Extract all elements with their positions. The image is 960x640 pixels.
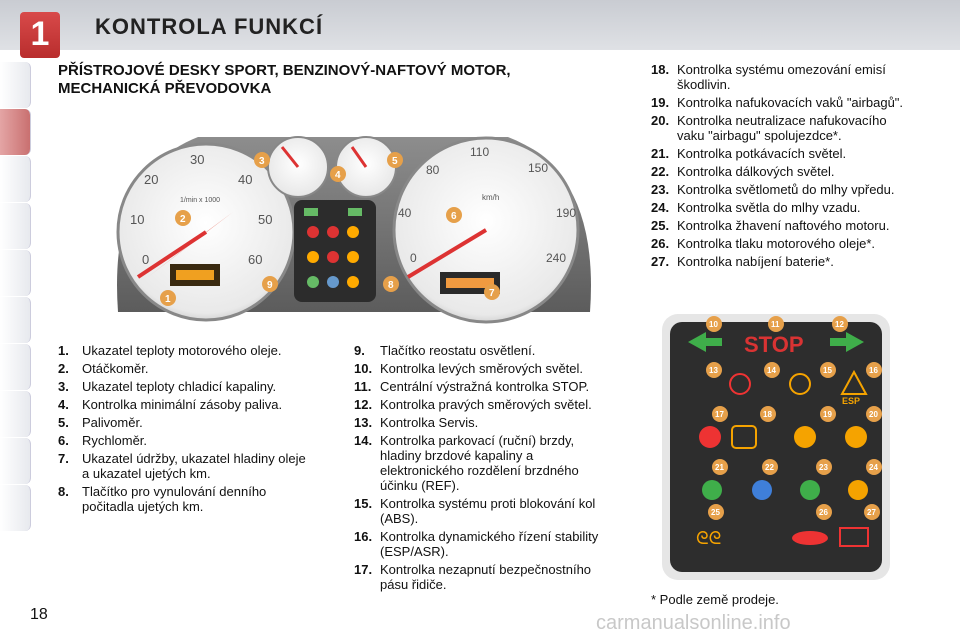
side-tab[interactable] bbox=[0, 485, 31, 531]
svg-text:190: 190 bbox=[556, 206, 577, 220]
list-item: 22. Kontrolka dálkových světel. bbox=[651, 164, 835, 179]
svg-text:0: 0 bbox=[142, 252, 150, 267]
svg-text:13: 13 bbox=[709, 366, 718, 375]
esp-label: ESP bbox=[842, 396, 861, 406]
list-item: 24. Kontrolka světla do mlhy vzadu. bbox=[651, 200, 861, 215]
warning-lights-illustration bbox=[660, 312, 892, 582]
svg-text:18: 18 bbox=[763, 410, 772, 419]
svg-text:240: 240 bbox=[546, 251, 567, 265]
side-tab[interactable] bbox=[0, 62, 31, 108]
list-item: 2. Otáčkoměr. bbox=[58, 361, 149, 376]
chapter-side-tabs bbox=[0, 62, 32, 572]
svg-text:20: 20 bbox=[869, 410, 878, 419]
side-tab[interactable] bbox=[0, 297, 31, 343]
svg-text:16: 16 bbox=[869, 366, 878, 375]
list-item: 1. Ukazatel teploty motorového oleje. bbox=[58, 343, 282, 358]
footnote: * Podle země prodeje. bbox=[651, 592, 779, 607]
side-tab-active[interactable] bbox=[0, 109, 31, 155]
svg-text:40: 40 bbox=[238, 172, 253, 187]
svg-text:21: 21 bbox=[715, 463, 724, 472]
svg-text:15: 15 bbox=[823, 366, 832, 375]
svg-text:24: 24 bbox=[869, 463, 878, 472]
chapter-number-badge: 1 bbox=[20, 12, 60, 58]
instrument-cluster-illustration bbox=[108, 112, 600, 324]
svg-text:10: 10 bbox=[709, 320, 718, 329]
svg-text:20: 20 bbox=[144, 172, 159, 187]
oil-temperature-gauge bbox=[268, 137, 328, 197]
list-item: 25. Kontrolka žhavení naftového motoru. bbox=[651, 218, 890, 233]
svg-text:1: 1 bbox=[165, 294, 171, 305]
tach-unit: 1/min x 1000 bbox=[180, 197, 221, 204]
svg-text:10: 10 bbox=[130, 212, 145, 227]
svg-text:19: 19 bbox=[823, 410, 832, 419]
side-tab[interactable] bbox=[0, 391, 31, 437]
list-item: 19. Kontrolka nafukovacích vaků "airbagů". bbox=[651, 95, 904, 110]
list-item: 23. Kontrolka světlometů do mlhy vpředu. bbox=[651, 182, 895, 197]
list-item: 17. Kontrolka nezapnutí bezpečnostního pásu řidiče. bbox=[354, 562, 592, 592]
description-list-left bbox=[58, 343, 308, 517]
list-item: 7. Ukazatel údržby, ukazatel hladiny oleje a ukazatel ujetých km. bbox=[58, 451, 306, 481]
list-item: 4. Kontrolka minimální zásoby paliva. bbox=[58, 397, 283, 412]
page-number: 18 bbox=[30, 606, 48, 623]
center-warning-lights bbox=[294, 200, 376, 302]
watermark: carmanualsonline.info bbox=[596, 612, 791, 634]
svg-text:8: 8 bbox=[388, 280, 394, 291]
svg-text:12: 12 bbox=[835, 320, 844, 329]
list-item: 15. Kontrolka systému proti blokování kol (ABS). bbox=[354, 496, 596, 526]
svg-text:17: 17 bbox=[715, 410, 724, 419]
svg-text:80: 80 bbox=[426, 163, 440, 177]
svg-text:3: 3 bbox=[259, 156, 265, 167]
description-list-right bbox=[651, 62, 911, 272]
svg-text:ᘓᘓ: ᘓᘓ bbox=[696, 528, 722, 548]
svg-text:27: 27 bbox=[867, 508, 876, 517]
list-item: 20. Kontrolka neutralizace nafukovacího vaku "airbagu" spolujezdce*. bbox=[651, 113, 887, 143]
svg-text:60: 60 bbox=[248, 252, 263, 267]
stop-light-label: STOP bbox=[744, 332, 804, 357]
svg-text:22: 22 bbox=[765, 463, 774, 472]
side-tab[interactable] bbox=[0, 203, 31, 249]
side-tab[interactable] bbox=[0, 344, 31, 390]
svg-text:110: 110 bbox=[470, 145, 490, 159]
list-item: 13. Kontrolka Servis. bbox=[354, 415, 479, 430]
speedo-unit: km/h bbox=[482, 193, 500, 202]
svg-text:23: 23 bbox=[819, 463, 828, 472]
list-item: 6. Rychloměr. bbox=[58, 433, 148, 448]
fuel-gauge bbox=[336, 137, 396, 197]
svg-text:7: 7 bbox=[489, 288, 495, 299]
page-title: KONTROLA FUNKCÍ bbox=[95, 14, 324, 39]
svg-text:150: 150 bbox=[528, 161, 549, 175]
list-item: 14. Kontrolka parkovací (ruční) brzdy, hladiny brzdové kapaliny a elektronického rozdělení brzdného účinku (REF). bbox=[354, 433, 579, 493]
svg-text:0: 0 bbox=[410, 251, 417, 265]
svg-text:40: 40 bbox=[398, 206, 412, 220]
svg-text:6: 6 bbox=[451, 211, 457, 222]
list-item: 21. Kontrolka potkávacích světel. bbox=[651, 146, 847, 161]
list-item: 26. Kontrolka tlaku motorového oleje*. bbox=[651, 236, 876, 251]
list-item: 10. Kontrolka levých směrových světel. bbox=[354, 361, 584, 376]
svg-text:2: 2 bbox=[180, 214, 186, 225]
svg-text:4: 4 bbox=[335, 170, 341, 181]
list-item: 3. Ukazatel teploty chladicí kapaliny. bbox=[58, 379, 277, 394]
section-title: PŘÍSTROJOVÉ DESKY SPORT, BENZINOVÝ-NAFTOVÝ MOTOR, MECHANICKÁ PŘEVODOVKA bbox=[58, 62, 511, 97]
list-item: 5. Palivoměr. bbox=[58, 415, 143, 430]
side-tab[interactable] bbox=[0, 156, 31, 202]
list-item: 12. Kontrolka pravých směrových světel. bbox=[354, 397, 592, 412]
list-item: 11. Centrální výstražná kontrolka STOP. bbox=[354, 379, 590, 394]
list-item: 8. Tlačítko pro vynulování denního počitadla ujetých km. bbox=[58, 484, 267, 514]
svg-text:9: 9 bbox=[267, 280, 273, 291]
side-tab[interactable] bbox=[0, 250, 31, 296]
list-item: 27. Kontrolka nabíjení baterie*. bbox=[651, 254, 834, 269]
svg-text:30: 30 bbox=[190, 152, 205, 167]
list-item: 16. Kontrolka dynamického řízení stability (ESP/ASR). bbox=[354, 529, 599, 559]
svg-text:50: 50 bbox=[258, 212, 273, 227]
svg-text:11: 11 bbox=[771, 320, 780, 329]
list-item: 18. Kontrolka systému omezování emisí škodlivin. bbox=[651, 62, 886, 92]
svg-text:25: 25 bbox=[711, 508, 720, 517]
side-tab[interactable] bbox=[0, 438, 31, 484]
description-list-middle bbox=[354, 343, 604, 595]
svg-text:26: 26 bbox=[819, 508, 828, 517]
list-item: 9. Tlačítko reostatu osvětlení. bbox=[354, 343, 536, 358]
svg-text:14: 14 bbox=[767, 366, 776, 375]
svg-text:5: 5 bbox=[392, 156, 398, 167]
